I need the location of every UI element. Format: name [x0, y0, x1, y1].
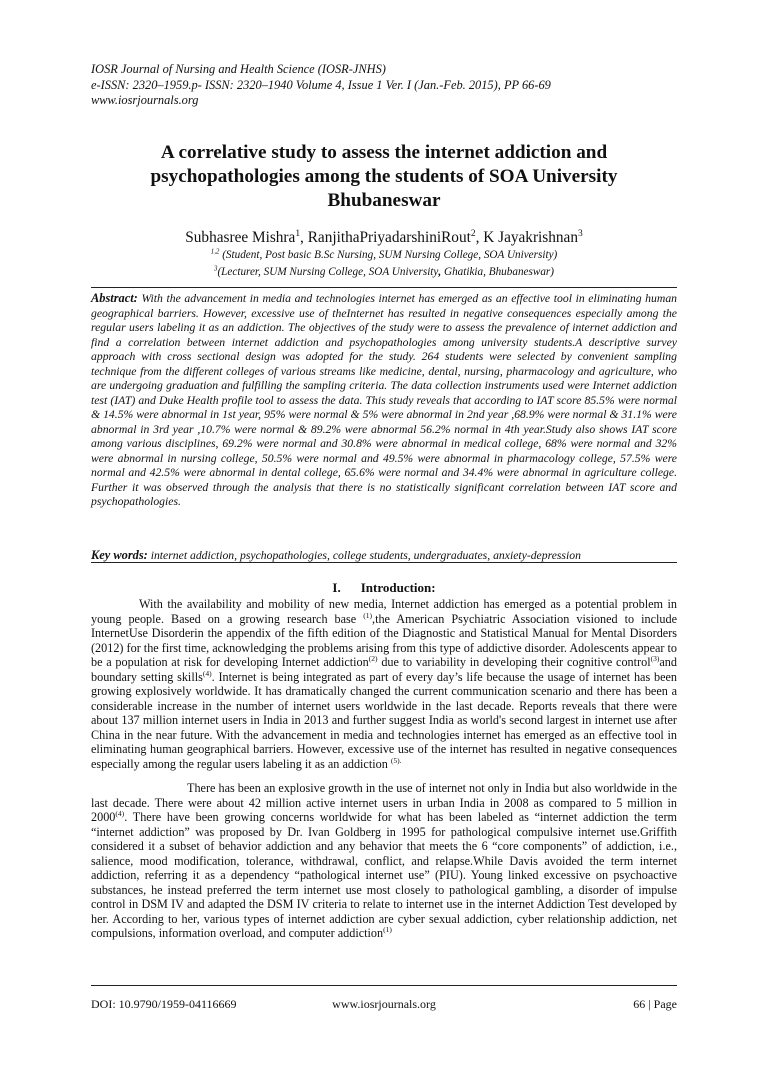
intro-paragraph-1 — [91, 597, 677, 772]
title-line-3: Bhubaneswar — [327, 190, 441, 211]
affiliation-2-sup: 3 — [213, 264, 218, 273]
author-3-sup: 3 — [577, 228, 583, 239]
author-2-sup: 2 — [470, 228, 476, 239]
paper-title — [91, 141, 677, 213]
text-run: ,the American Psychiatric Association visioned to include InternetUse Disorderin the appendix of the fifth edition of the Diagnostic and Statistical Manual for Mental Disorders (2012) for the first time, acknowledging the problems arising from this type of addictive disorder. Adolescents appear to be a population at risk for developing Internet addiction — [91, 611, 677, 670]
footer-website[interactable]: www.iosrjournals.org — [332, 997, 436, 1011]
author-2: RanjithaPriyadarshiniRout — [307, 229, 471, 246]
abstract — [91, 291, 677, 510]
keywords-text: internet addiction, psychopathologies, college students, undergraduates, anxiety-depression — [150, 549, 581, 562]
abstract-text: With the advancement in media and technologies internet has emerged as an effective tool in eliminating human geographical barriers. However, excessive use of theInternet has resulted in negative consequences especially among the regular users labeling it as an addiction. The objectives of the study were to assess the prevalence of internet addiction and find a correlation between internet addiction and psychopathologies among university students.A descriptive survey approach with cross sectional design was adopted for the study. 264 students were selected by convenient sampling technique from the different colleges of various streams like medicine, dental, nursing, pharmacology and agriculture, who are undergoing graduation and fulfilling the sampling criteria. The data collection instruments used were Internet addiction test (IAT) and Duke Health profile tool to assess the data. This study reveals that according to IAT score 85.5% were normal & 14.5% were abnormal in 1st year, 95% were normal & 5% were abnormal in 2nd year ,68.9% were normal & 31.1% were abnormal in 3rd year ,10.7% were normal & 89.2% were abnormal 56.2% normal in 4th year.Study also shows IAT score among various disciplines, 69.2% were normal and 30.8% were abnormal in medical college, 68% were normal and 32% were abnormal in nursing college, 50.5% were normal and 49.5% were abnormal in pharmacology college, 57.5% were normal and 42.5% were abnormal in dental college, 65.6% were normal and 34.4% were abnormal in agriculture college. Further it was observed through the analysis that there is no statistically significant correlation between IAT score and psychopathologies. — [91, 292, 678, 508]
affiliation-2 — [91, 266, 677, 279]
keywords-label: Key words: — [91, 548, 148, 562]
title-line-1: A correlative study to assess the internet addiction and — [160, 142, 608, 163]
divider-keywords — [91, 562, 677, 563]
citation: (3) — [650, 654, 660, 664]
text-run: and boundary setting skills — [91, 655, 677, 684]
text-run: With the availability and mobility of new media, Internet addiction has emerged as a potential problem in young people. Based on a growing research base — [91, 597, 677, 626]
journal-header — [91, 62, 677, 109]
citation: (4) — [202, 668, 212, 678]
affiliation-1-sup: 1,2 — [210, 247, 220, 256]
journal-name: IOSR Journal of Nursing and Health Science (IOSR-JNHS) — [91, 62, 386, 76]
journal-website[interactable]: www.iosrjournals.org — [91, 93, 199, 107]
section-heading — [91, 580, 677, 596]
title-line-2: psychopathologies among the students of SOA University — [150, 166, 618, 187]
keywords — [91, 548, 677, 563]
section-number: I. — [332, 580, 341, 595]
text-run: due to variability in developing their cognitive control — [377, 655, 651, 670]
citation: (1) — [383, 925, 392, 935]
affiliation-2-text: (Lecturer, SUM Nursing College, SOA University — [217, 266, 439, 278]
citation: (2) — [368, 654, 378, 664]
author-3: K Jayakrishnan — [483, 229, 578, 246]
section-title: Introduction: — [360, 580, 436, 595]
divider-footer — [91, 985, 677, 986]
intro-paragraph-2 — [91, 781, 677, 941]
citation: (5). — [390, 755, 402, 765]
affiliation-1 — [91, 249, 677, 262]
text-run: There has been an explosive growth in the use of internet not only in India but also worldwide in the last decade. There were about 42 million active internet users in urban India in 2008 as compared to 5 million in 2000 — [91, 781, 677, 825]
abstract-label: Abstract: — [91, 291, 138, 305]
text-run: . There have been growing concerns worldwide for what has been labeled as “internet addiction the term “internet addiction” was proposed by Dr. Ivan Goldberg in 1995 for pathological compulsive internet use.Griffith considered it a subset of behavior addiction and any behavior that meets the 6 “core components” of addiction, i.e., salience, mood modification, tolerance, withdrawal, conflict, and relapse.While Davis avoided the term internet addiction, referring it as a dependency “pathological internet use” (PIU). Young linked excessive on psychoactive substances, he instead preferred the term internet use most closely to pathological gambling, a disorder of impulse control in DSM IV and adapted the DSM IV criteria to relate to internet use in the internet Addiction Test developed by her. According to her, various types of internet addiction are cyber sexual addiction, cyber relationship addiction, net compulsions, information overload, and computer addiction — [91, 810, 677, 941]
author-1: Subhasree Mishra — [185, 229, 296, 246]
footer-page-number: 66 | Page — [633, 997, 677, 1011]
affiliation-1-text: (Student, Post basic B.Sc Nursing, SUM Nursing College, SOA University) — [219, 249, 558, 261]
affiliation-2-comma: , — [438, 266, 444, 278]
citation: (4) — [115, 809, 125, 819]
author-separator: , — [475, 229, 484, 246]
author-list — [91, 229, 677, 247]
author-separator: , — [300, 229, 308, 246]
citation: (1) — [363, 610, 373, 620]
affiliation-2-place: Ghatikia, Bhubaneswar) — [443, 266, 554, 278]
author-1-sup: 1 — [295, 228, 301, 239]
journal-issn: e-ISSN: 2320–1959.p- ISSN: 2320–1940 Volume 4, Issue 1 Ver. I (Jan.-Feb. 2015), PP 66-69 — [91, 77, 551, 92]
text-run: . Internet is being integrated as part of every day’s life because the usage of internet has been growing explosively worldwide. It has dramatically changed the current communication scenario and there has been a considerable increase in the number of internet users worldwide in the last decade. Reports reveals that there were about 137 million internet users in India in 2013 and further suggest India as world's second largest in internet use after China in the near future. With the advancement in media and technologies internet has emerged as an effective tool in eliminating human geographical barriers. However, excessive use of the internet has resulted in negative consequences especially among the regular users labeling it as an addiction — [91, 669, 677, 772]
footer-doi: DOI: 10.9790/1959-04116669 — [91, 997, 237, 1011]
divider-top — [91, 287, 677, 288]
